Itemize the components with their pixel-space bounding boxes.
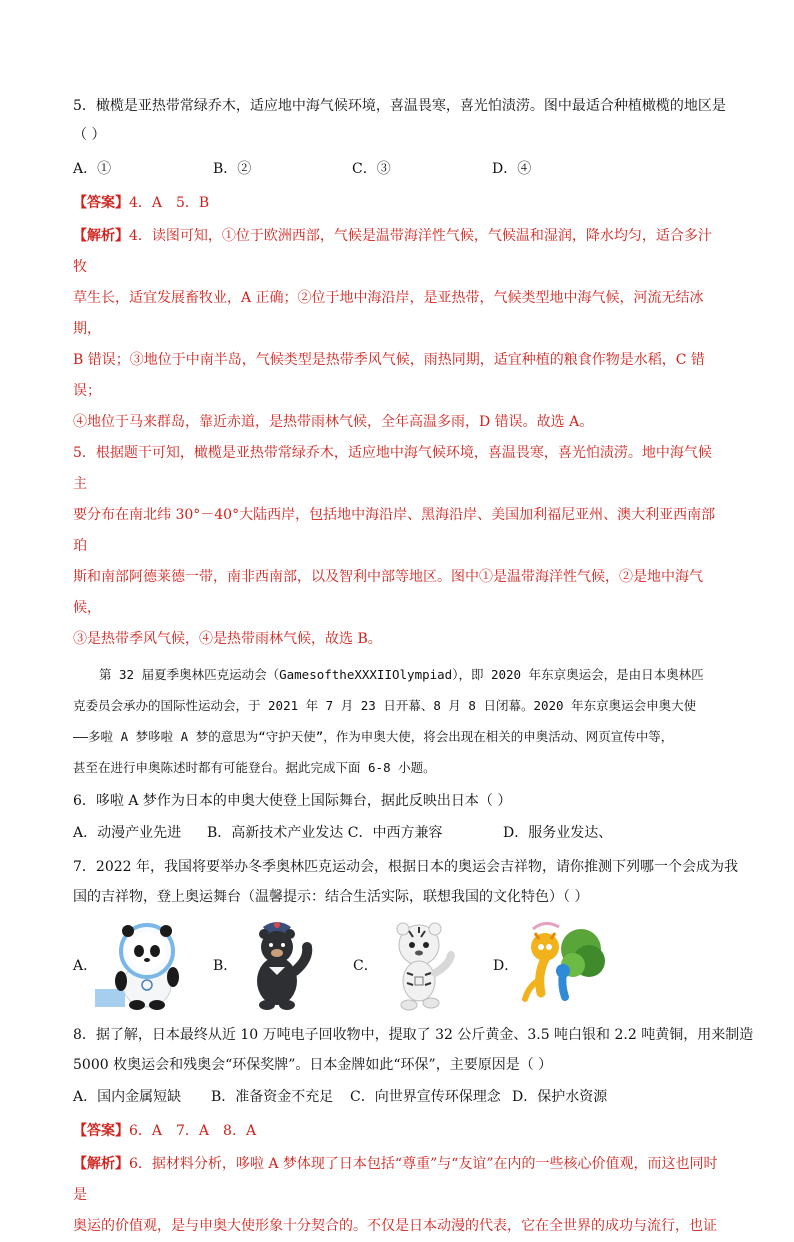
analysis-line: B 错误；③地位于中南半岛，气候类型是热带季风气候，雨热同期，适宜种植的粮食作物是水稻，C 错误； (73, 352, 705, 399)
q5-option-b: B．② (213, 161, 252, 177)
answer-text: 6．A 7．A 8．A (129, 1123, 257, 1139)
q5-option-c: C．③ (352, 161, 391, 177)
material-line: 甚至在进行申奥陈述时都有可能登台。据此完成下面 6-8 小题。 (73, 760, 436, 775)
q7-option-b (213, 919, 353, 1011)
material-line: ——多啦 A 梦哆啦 A 梦的意思为“守护天使”，作为申奥大使，将会出现在相关的申奥活动、网页宣传中等， (73, 729, 674, 744)
q8-options (73, 1087, 723, 1107)
q6-option-d: D．服务业发达、 (503, 825, 613, 841)
analysis-line: 草生长，适宜发展畜牧业，A 正确；②位于地中海沿岸，是亚热带，气候类型地中海气候，河流无结冰期， (73, 290, 704, 337)
white-tiger-mascot-icon (375, 919, 475, 1011)
q8-stem-line1: 8．据了解，日本最终从近 10 万吨电子回收物中，提取了 32 公斤黄金、3.5 吨白银和 2.2 吨黄铜，用来制造 (73, 1027, 754, 1043)
q7-stem-line1: 7．2022 年，我国将要举办冬季奥林匹克运动会，根据日本的奥运会吉祥物，请你推测下列哪一个会成为我 (73, 859, 738, 875)
q7-stem-line2: 国的吉祥物，登上奥运舞台（温馨提示：结合生活实际，联想我国的文化特色）（ ） (73, 889, 589, 905)
material-line: 克委员会承办的国际性运动会，于 2021 年 7 月 23 日开幕、8 月 8 日闭幕。2020 年东京奥运会申奥大使 (73, 698, 697, 713)
q7-option-d-label: D． (493, 958, 519, 974)
q7-option-c (353, 919, 493, 1011)
reading-material (73, 659, 723, 783)
analysis-tag: 【解析】 (73, 1156, 129, 1172)
vinicius-mascot-icon (515, 919, 615, 1011)
question-7 (73, 857, 738, 1011)
q7-option-c-label: C． (353, 958, 378, 974)
analysis-line: 6．据材料分析，哆啦 A 梦体现了日本包括“尊重”与“友谊”在内的一些核心价值观，而这也同时是 (73, 1156, 718, 1203)
answer-text: 4．A 5．B (129, 195, 210, 211)
panda-mascot-icon (95, 919, 195, 1011)
analysis-line: 要分布在南北纬 30°－40°大陆西岸，包括地中海沿岸、黑海沿岸、美国加利福尼亚州、澳大利亚西南部珀 (73, 507, 716, 554)
q8-option-d: D．保护水资源 (512, 1089, 608, 1105)
q5-option-a: A．① (73, 161, 112, 177)
q7-image-options (73, 919, 723, 1011)
answer-block-2 (73, 1121, 723, 1141)
analysis-line: ④地位于马来群岛，靠近赤道，是热带雨林气候，全年高温多雨，D 错误。故选 A。 (73, 414, 594, 430)
q8-option-a: A．国内金属短缺 (73, 1089, 182, 1105)
analysis-line: ③是热带季风气候，④是热带雨林气候，故选 B。 (73, 631, 382, 647)
q6-stem: 6．哆啦 A 梦作为日本的申奥大使登上国际舞台，据此反映出日本（ ） (73, 793, 512, 809)
q7-option-a-label: A． (73, 958, 98, 974)
question-5 (73, 96, 726, 179)
q7-option-a (73, 919, 213, 1011)
q6-option-a: A．动漫产业先进 (73, 825, 182, 841)
question-8 (73, 1025, 754, 1107)
q7-option-d (493, 919, 615, 1011)
analysis-block-1 (73, 221, 723, 655)
bear-mascot-icon (235, 919, 335, 1011)
q5-option-d: D．④ (492, 161, 532, 177)
q6-option-b-c: B．高新技术产业发达 C．中西方兼容 (207, 825, 443, 841)
q8-option-b: B．准备资金不充足 (211, 1089, 334, 1105)
q6-options (73, 823, 723, 843)
q8-option-c: C．向世界宣传环保理念 (350, 1089, 501, 1105)
analysis-block-2 (73, 1149, 723, 1242)
answer-tag: 【答案】 (73, 1123, 129, 1139)
q5-options (73, 159, 723, 179)
q5-stem-line2: （ ） (73, 127, 106, 143)
answer-block-1 (73, 193, 723, 213)
analysis-line: 奥运的价值观，是与申奥大使形象十分契合的。不仅是日本动漫的代表，它在全世界的成功与流行，也证 (73, 1218, 717, 1234)
q8-stem-line2: 5000 枚奥运会和残奥会“环保奖牌”。日本金牌如此“环保”，主要原因是（ ） (73, 1057, 553, 1073)
analysis-tag: 【解析】 (73, 228, 129, 244)
material-line: 第 32 届夏季奥林匹克运动会（GamesoftheXXXIIOlympiad），即 2020 年东京奥运会，是由日本奥林匹 (99, 667, 704, 682)
question-6 (73, 791, 723, 843)
q5-stem-line1: 5．橄榄是亚热带常绿乔木，适应地中海气候环境，喜温畏寒，喜光怕渍涝。图中最适合种植橄榄的地区是 (73, 98, 726, 114)
document-page (73, 96, 754, 1242)
q7-option-b-label: B． (213, 958, 238, 974)
answer-tag: 【答案】 (73, 195, 129, 211)
analysis-line: 斯和南部阿德莱德一带，南非西南部，以及智利中部等地区。图中①是温带海洋性气候，②是地中海气候， (73, 569, 703, 616)
analysis-line: 5．根据题干可知，橄榄是亚热带常绿乔木，适应地中海气候环境，喜温畏寒，喜光怕渍涝。地中海气候主 (73, 445, 712, 492)
analysis-line: 4．读图可知，①位于欧洲西部，气候是温带海洋性气候，气候温和湿润，降水均匀，适合多汁牧 (73, 228, 712, 275)
